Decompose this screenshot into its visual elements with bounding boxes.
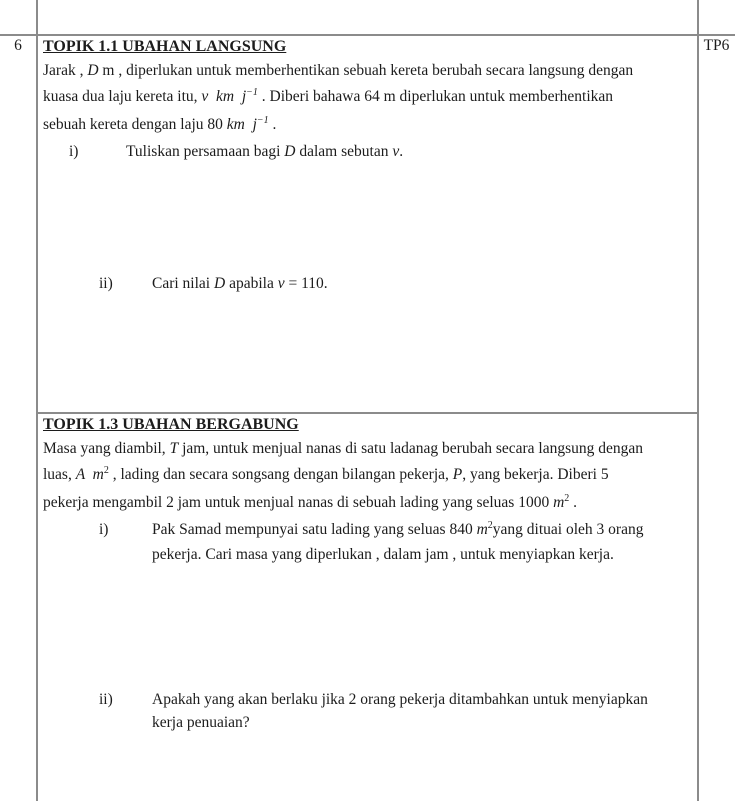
item-text-line: Apakah yang akan berlaku jika 2 orang pekerja ditambahkan untuk menyiapkan [152, 691, 648, 708]
section-topik-1-3 [43, 414, 693, 734]
tp-badge: TP6 [703, 37, 730, 54]
section-title: TOPIK 1.1 UBAHAN LANGSUNG [43, 38, 287, 55]
table-border-right-column [697, 0, 699, 801]
paragraph-line: pekerja mengambil 2 jam untuk menjual nanas di sebuah lading yang seluas 1000 $m^2$ . [43, 493, 578, 511]
paragraph-line: kuasa dua laju kereta itu, v km $j^{-1}$ . Diberi bahawa 64 m diperlukan untuk memberhentikan [43, 87, 614, 105]
item-marker: i) [99, 521, 109, 538]
item-text-line: pekerja. Cari masa yang diperlukan , dalam jam , untuk menyiapkan kerja. [152, 546, 614, 563]
table-border-left-column [36, 0, 38, 801]
item-text-line: Pak Samad mempunyai satu lading yang seluas 840 $m^2yang$ dituai oleh 3 orang [152, 520, 644, 538]
section-topik-1-1 [43, 36, 693, 295]
paragraph-line: Jarak , D m , diperlukan untuk memberhentikan sebuah kereta berubah secara langsung dengan [43, 62, 634, 79]
item-text-line: kerja penuaian? [152, 714, 250, 731]
list-item-i [43, 140, 693, 163]
paragraph-line: luas, A $m^2$ , lading dan secara songsang dengan bilangan pekerja, P, yang bekerja. Diberi 5 [43, 465, 609, 483]
section-title: TOPIK 1.3 UBAHAN BERGABUNG [43, 416, 299, 433]
list-item-ii [43, 272, 693, 295]
item-text-line: Cari nilai D apabila v = 110. [152, 275, 328, 292]
item-marker: i) [69, 143, 79, 160]
item-marker: ii) [99, 691, 113, 708]
item-marker: ii) [99, 275, 113, 292]
list-item-ii [43, 688, 693, 734]
paragraph-line: sebuah kereta dengan laju 80 km $j^{-1}$ . [43, 115, 277, 133]
paragraph-line: Masa yang diambil, T jam, untuk menjual nanas di satu ladanag berubah secara langsung dengan [43, 440, 644, 457]
item-text-line: Tuliskan persamaan bagi D dalam sebutan v. [126, 143, 404, 160]
list-item-i [43, 518, 693, 566]
question-number: 6 [14, 37, 22, 54]
